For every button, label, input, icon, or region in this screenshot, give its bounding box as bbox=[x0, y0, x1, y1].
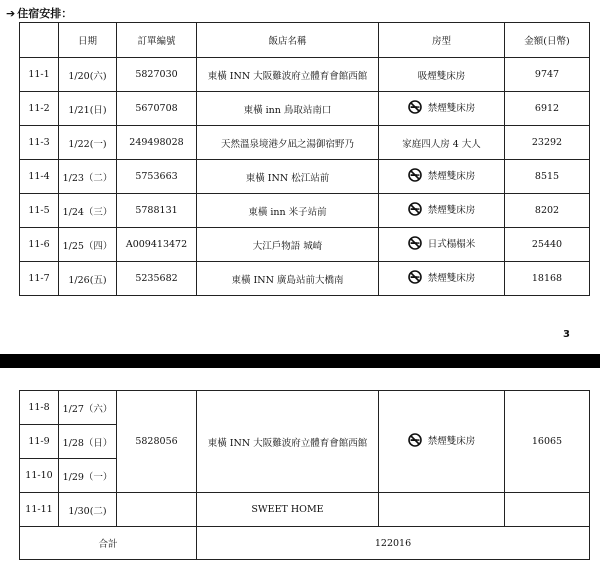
table-row bbox=[20, 262, 590, 296]
no-smoking-icon bbox=[408, 270, 422, 284]
row-id: 11-3 bbox=[20, 126, 59, 160]
table-row bbox=[20, 194, 590, 228]
header-cell-order: 訂單編號 bbox=[117, 23, 197, 58]
row-amount: 6912 bbox=[505, 92, 590, 126]
room-label: 吸煙雙床房 bbox=[417, 70, 466, 82]
row-date: 1/29（一） bbox=[59, 459, 117, 493]
row-order: 5753663 bbox=[117, 160, 197, 194]
room-label: 禁煙雙床房 bbox=[427, 273, 476, 284]
section-title: 住宿安排： bbox=[17, 7, 73, 20]
row-date: 1/22(一) bbox=[59, 126, 117, 160]
row-id: 11-4 bbox=[20, 160, 59, 194]
row-amount: 8202 bbox=[505, 194, 590, 228]
row-amount bbox=[505, 493, 590, 527]
row-id: 11-6 bbox=[20, 228, 59, 262]
table-header-row bbox=[20, 23, 590, 58]
row-room bbox=[379, 58, 505, 92]
row-date: 1/26(五) bbox=[59, 262, 117, 296]
row-room bbox=[379, 92, 505, 126]
row-id: 11-5 bbox=[20, 194, 59, 228]
row-date: 1/30(二) bbox=[59, 493, 117, 527]
row-id: 11-9 bbox=[20, 425, 59, 459]
table-row bbox=[20, 126, 590, 160]
row-room bbox=[379, 262, 505, 296]
header-cell-amount: 金額(日幣) bbox=[505, 23, 590, 58]
table-row bbox=[20, 58, 590, 92]
total-value: 122016 bbox=[197, 527, 590, 560]
row-id: 11-2 bbox=[20, 92, 59, 126]
arrow-right-icon: ➔ bbox=[6, 6, 16, 20]
row-order bbox=[117, 493, 197, 527]
document-page-2 bbox=[0, 368, 600, 568]
row-order: 5827030 bbox=[117, 58, 197, 92]
row-order: 5788131 bbox=[117, 194, 197, 228]
row-hotel: SWEET HOME bbox=[197, 493, 379, 527]
merged-room-cell bbox=[379, 391, 505, 493]
row-date: 1/27（六） bbox=[59, 391, 117, 425]
row-date: 1/21(日) bbox=[59, 92, 117, 126]
row-room bbox=[379, 493, 505, 527]
room-label: 日式榻榻米 bbox=[427, 239, 476, 250]
no-smoking-icon bbox=[408, 100, 422, 114]
row-hotel: 東橫 inn 鳥取站南口 bbox=[197, 92, 379, 126]
page-number: 3 bbox=[563, 329, 570, 340]
row-amount: 18168 bbox=[505, 262, 590, 296]
row-hotel: 東橫 INN 廣島站前大橋南 bbox=[197, 262, 379, 296]
row-hotel: 東橫 INN 大阪難波府立體育會館西館 bbox=[197, 58, 379, 92]
row-order: 5235682 bbox=[117, 262, 197, 296]
section-heading bbox=[6, 5, 72, 21]
row-amount: 9747 bbox=[505, 58, 590, 92]
merged-amount-cell: 16065 bbox=[505, 391, 590, 493]
total-row bbox=[20, 527, 590, 560]
row-id: 11-1 bbox=[20, 58, 59, 92]
table-row bbox=[20, 228, 590, 262]
room-label: 禁煙雙床房 bbox=[427, 103, 476, 114]
row-order: 249498028 bbox=[117, 126, 197, 160]
no-smoking-icon bbox=[408, 236, 422, 250]
page-separator bbox=[0, 354, 600, 368]
table-row bbox=[20, 493, 590, 527]
header-cell-room: 房型 bbox=[379, 23, 505, 58]
row-hotel: 大江戶物語 城崎 bbox=[197, 228, 379, 262]
row-amount: 8515 bbox=[505, 160, 590, 194]
no-smoking-icon bbox=[408, 202, 422, 216]
row-id: 11-8 bbox=[20, 391, 59, 425]
table-row bbox=[20, 391, 590, 425]
row-id: 11-11 bbox=[20, 493, 59, 527]
row-date: 1/25（四） bbox=[59, 228, 117, 262]
merged-hotel-cell: 東橫 INN 大阪難波府立體育會館西館 bbox=[197, 391, 379, 493]
room-label: 禁煙雙床房 bbox=[427, 171, 476, 182]
row-room bbox=[379, 126, 505, 160]
row-amount: 25440 bbox=[505, 228, 590, 262]
header-cell-id bbox=[20, 23, 59, 58]
room-label: 禁煙雙床房 bbox=[427, 436, 476, 447]
row-room bbox=[379, 228, 505, 262]
row-date: 1/23（二） bbox=[59, 160, 117, 194]
no-smoking-icon bbox=[408, 433, 422, 447]
no-smoking-icon bbox=[408, 168, 422, 182]
header-cell-hotel: 飯店名稱 bbox=[197, 23, 379, 58]
row-room bbox=[379, 160, 505, 194]
row-hotel: 東橫 inn 米子站前 bbox=[197, 194, 379, 228]
room-label: 禁煙雙床房 bbox=[427, 205, 476, 216]
row-hotel: 東橫 INN 松江站前 bbox=[197, 160, 379, 194]
merged-order-cell: 5828056 bbox=[117, 391, 197, 493]
row-date: 1/20(六) bbox=[59, 58, 117, 92]
row-order: 5670708 bbox=[117, 92, 197, 126]
row-order: A009413472 bbox=[117, 228, 197, 262]
table-row bbox=[20, 92, 590, 126]
table-row bbox=[20, 160, 590, 194]
lodging-table-continued bbox=[19, 390, 590, 560]
lodging-table bbox=[19, 22, 590, 296]
row-date: 1/28（日） bbox=[59, 425, 117, 459]
total-label: 合計 bbox=[20, 527, 197, 560]
row-amount: 23292 bbox=[505, 126, 590, 160]
room-label: 家庭四人房 4 大人 bbox=[402, 138, 481, 150]
row-room bbox=[379, 194, 505, 228]
row-id: 11-10 bbox=[20, 459, 59, 493]
row-hotel: 天然溫泉境港夕凪之湯御宿野乃 bbox=[197, 126, 379, 160]
row-date: 1/24（三） bbox=[59, 194, 117, 228]
row-id: 11-7 bbox=[20, 262, 59, 296]
header-cell-date: 日期 bbox=[59, 23, 117, 58]
